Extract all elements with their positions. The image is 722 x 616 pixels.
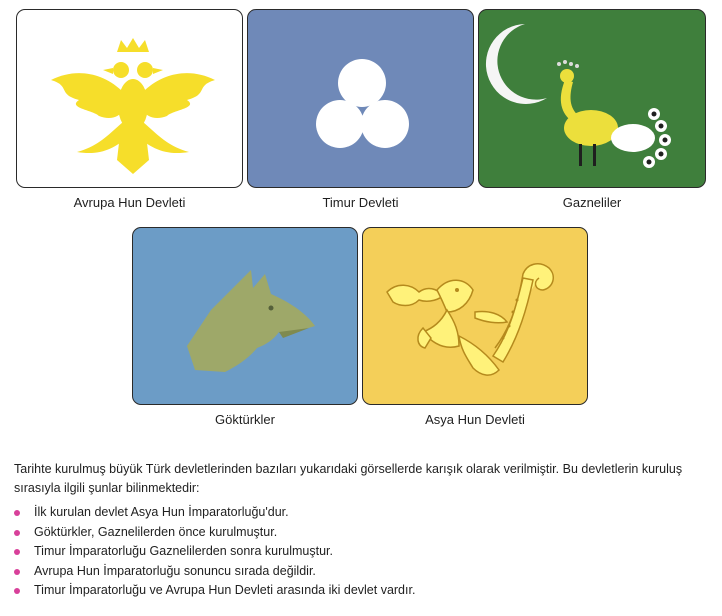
dragon-icon — [363, 228, 588, 405]
question-intro: Tarihte kurulmuş büyük Türk devletlerinden bazıları yukarıdaki görsellerde karışık olarak verilmiştir. Bu devletlerin kuruluş sırasıyla ilgili şunlar bilinmektedir: — [14, 462, 683, 495]
flag-caption: Avrupa Hun Devleti — [73, 195, 186, 210]
flag-gokturkler — [132, 227, 358, 405]
flag-caption: Timur Devleti — [322, 195, 399, 210]
flag-caption: Gazneliler — [562, 195, 622, 210]
flag-caption: Asya Hun Devleti — [425, 412, 525, 427]
crescent-and-peacock-icon — [479, 10, 706, 188]
list-item: Avrupa Hun İmparatorluğu sonuncu sırada değildir. — [14, 562, 415, 582]
list-item: Göktürkler, Gaznelilerden önce kurulmuştur. — [14, 523, 415, 543]
flag-asya-hun — [362, 227, 588, 405]
wolf-head-icon — [133, 228, 358, 405]
flag-gazneliler — [478, 9, 706, 188]
list-item: Timur İmparatorluğu ve Avrupa Hun Devleti arasında iki devlet vardır. — [14, 581, 415, 601]
facts-list — [14, 503, 415, 601]
flag-caption: Göktürkler — [215, 412, 275, 427]
double-headed-eagle-icon — [17, 10, 243, 188]
flag-timur — [247, 9, 474, 188]
list-item: Timur İmparatorluğu Gaznelilerden sonra kurulmuştur. — [14, 542, 415, 562]
list-item: İlk kurulan devlet Asya Hun İmparatorluğu'dur. — [14, 503, 415, 523]
three-circles-icon — [248, 10, 474, 188]
flag-avrupa-hun — [16, 9, 243, 188]
